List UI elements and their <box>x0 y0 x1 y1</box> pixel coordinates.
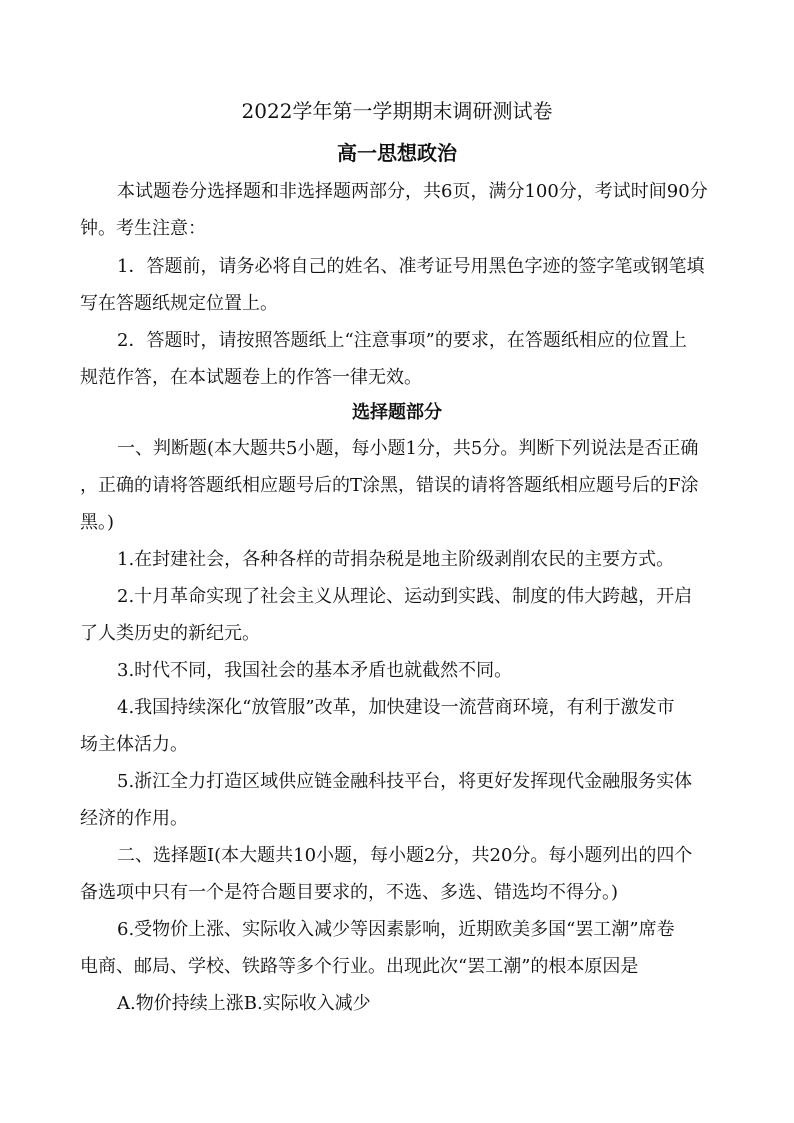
intro-line-2: 钟。考生注意： <box>80 218 206 239</box>
question-2-line-2: 了人类历史的新纪元。 <box>80 623 260 644</box>
subject-title: 高一思想政治 <box>337 141 457 165</box>
note-1-line-2: 写在答题纸规定位置上。 <box>80 293 278 314</box>
section-title: 选择题部分 <box>352 402 442 423</box>
question-3: 3.时代不同，我国社会的基本矛盾也就截然不同。 <box>117 660 513 681</box>
note-2-line-2: 规范作答，在本试题卷上的作答一律无效。 <box>80 367 422 388</box>
part1-instructions-line-3: 黑。) <box>80 512 115 533</box>
note-1-line-1: 1．答题前，请务必将自己的姓名、准考证号用黑色字迹的签字笔或钢笔填 <box>117 256 705 277</box>
part2-instructions-line-2: 备选项中只有一个是符合题目要求的，不选、多选、错选均不得分。) <box>80 882 619 903</box>
intro-line-1: 本试题卷分选择题和非选择题两部分，共6页，满分100分，考试时间90分 <box>117 181 708 202</box>
question-6-line-2: 电商、邮局、学校、铁路等多个行业。出现此次“罢工潮”的根本原因是 <box>80 956 639 977</box>
question-5-line-2: 经济的作用。 <box>80 808 188 829</box>
question-4-line-1: 4.我国持续深化“放管服”改革，加快建设一流营商环境，有利于激发市 <box>117 697 675 718</box>
question-4-line-2: 场主体活力。 <box>80 734 188 755</box>
question-6-options-line-1: A.物价持续上涨B.实际收入减少 <box>117 993 371 1014</box>
part2-instructions-line-1: 二、选择题Ⅰ(本大题共10小题，每小题2分，共20分。每小题列出的四个 <box>117 845 693 866</box>
part1-instructions-line-2: ，正确的请将答题纸相应题号后的T涂黑，错误的请将答题纸相应题号后的F涂 <box>80 475 699 496</box>
exam-title: 2022学年第一学期期末调研测试卷 <box>241 99 553 123</box>
note-2-line-1: 2．答题时，请按照答题纸上“注意事项”的要求，在答题纸相应的位置上 <box>117 330 687 351</box>
question-1: 1.在封建社会，各种各样的苛捐杂税是地主阶级剥削农民的主要方式。 <box>117 549 675 570</box>
question-6-line-1: 6.受物价上涨、实际收入减少等因素影响，近期欧美多国“罢工潮”席卷 <box>117 919 675 940</box>
question-2-line-1: 2.十月革命实现了社会主义从理论、运动到实践、制度的伟大跨越，开启 <box>117 586 693 607</box>
part1-instructions-line-1: 一、判断题(本大题共5小题，每小题1分，共5分。判断下列说法是否正确 <box>117 438 699 459</box>
question-5-line-1: 5.浙江全力打造区域供应链金融科技平台，将更好发挥现代金融服务实体 <box>117 771 693 792</box>
